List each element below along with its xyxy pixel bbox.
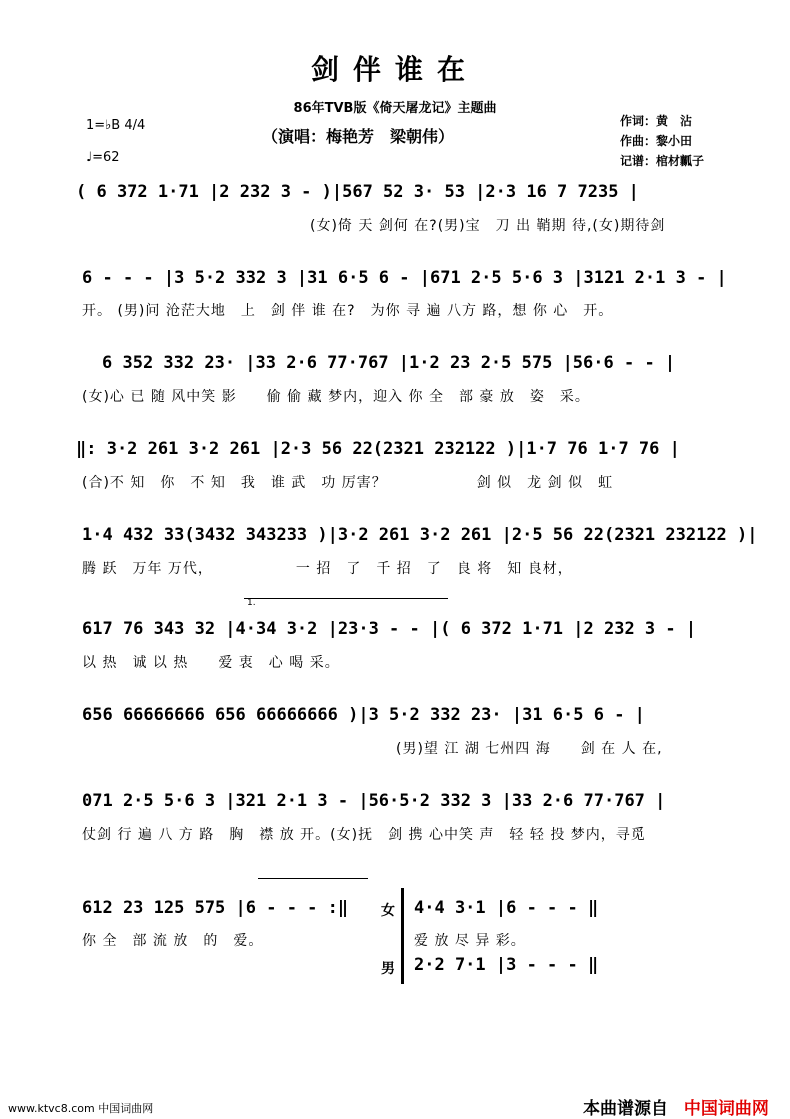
female-part-label: 女 xyxy=(381,903,395,919)
score-row-6-notes: 617 76 343 32 |4·34 3·2 |23·3 - - |( 6 372 1·71 |2 232 3 - | xyxy=(82,619,697,639)
score-row-3-notes: 6 352 332 23· |33 2·6 77·767 |1·2 23 2·5 575 |56·6 - - | xyxy=(102,353,676,373)
score-row-1-lyrics: (女)倚 天 剑何 在?(男)宝 刀 出 鞘期 待,(女)期待剑 xyxy=(310,218,666,234)
singers: （演唱：梅艳芳 梁朝伟） xyxy=(262,127,455,146)
footer-prefix: 本曲谱源自 xyxy=(583,1099,668,1119)
volta-number: 1. xyxy=(247,598,256,608)
score-row-8-lyrics: 仗剑 行 遍 八 方 路 胸 襟 放 开。(女)抚 剑 携 心中笑 声 轻 轻 投 梦内，寻觅 xyxy=(82,827,646,843)
score-row-4-lyrics: (合)不 知 你 不 知 我 谁 武 功 厉害？ 剑 似 龙 剑 似 虹 xyxy=(82,475,614,491)
score-row-6-lyrics: 以 热 诚 以 热 爱 衷 心 喝 采。 xyxy=(82,655,340,671)
score-row-4-notes: ‖: 3·2 261 3·2 261 |2·3 56 22(2321 232122 )|1·7 76 1·7 76 | xyxy=(76,439,680,459)
footer-brand: 中国词曲网 xyxy=(683,1099,769,1119)
duet-brace xyxy=(401,888,404,984)
score-row-7-lyrics: (男)望 江 湖 七州四 海 剑 在 人 在, xyxy=(396,741,663,757)
transcriber-credit: 记谱：棺材瓤子 xyxy=(620,154,705,168)
score-row-7-notes: 656 66666666 656 66666666 )|3 5·2 332 23· |31 6·5 6 - | xyxy=(82,705,645,725)
subtitle: 86年TVB版《倚天屠龙记》主题曲 xyxy=(293,101,497,116)
female-duet-lyrics: 爱 放 尽 异 彩。 xyxy=(414,933,526,949)
footer-source-right xyxy=(583,1094,769,1119)
score-row-1-notes: ( 6 372 1·71 |2 232 3 - )|567 52 3· 53 |2·3 16 7 7235 | xyxy=(76,182,639,202)
score-row-5-notes: 1·4 432 33(3432 343233 )|3·2 261 3·2 261 |2·5 56 22(2321 232122 )| xyxy=(82,525,758,545)
female-duet-notes: 4·4 3·1 |6 - - - ‖ xyxy=(414,898,599,918)
lyricist-credit: 作词：黄 沾 xyxy=(620,114,693,128)
key-signature: 1=♭B 4/4 xyxy=(86,118,146,133)
volta-bracket-2 xyxy=(258,878,368,879)
score-row-8-notes: 071 2·5 5·6 3 |321 2·1 3 - |56·5·2 332 3 |33 2·6 77·767 | xyxy=(82,791,666,811)
score-row-9-notes: 612 23 125 575 |6 - - - :‖ xyxy=(82,898,349,918)
footer-source-left: www.ktvc8.com 中国词曲网 xyxy=(8,1102,154,1115)
tempo-marking: ♩=62 xyxy=(86,150,120,165)
page-title: 剑伴谁在 xyxy=(310,53,479,86)
score-row-2-notes: 6 - - - |3 5·2 332 3 |31 6·5 6 - |671 2·5 5·6 3 |3121 2·1 3 - | xyxy=(82,268,727,288)
score-row-5-lyrics: 腾 跃 万年 万代， 一 招 了 千 招 了 良 将 知 良材， xyxy=(82,561,573,577)
male-duet-notes: 2·2 7·1 |3 - - - ‖ xyxy=(414,955,599,975)
score-row-9-lyrics: 你 全 部 流 放 的 爱。 xyxy=(82,933,264,949)
score-row-2-lyrics: 开。 (男)问 沧茫大地 上 剑 伴 谁 在? 为你 寻 遍 八方 路，想 你 心 开。 xyxy=(82,303,614,319)
volta-bracket xyxy=(244,598,448,599)
score-row-3-lyrics: (女)心 已 随 风中笑 影 偷 偷 藏 梦内，迎入 你 全 部 豪 放 姿 采。 xyxy=(82,389,590,405)
male-part-label: 男 xyxy=(381,961,395,977)
composer-credit: 作曲：黎小田 xyxy=(620,134,693,148)
